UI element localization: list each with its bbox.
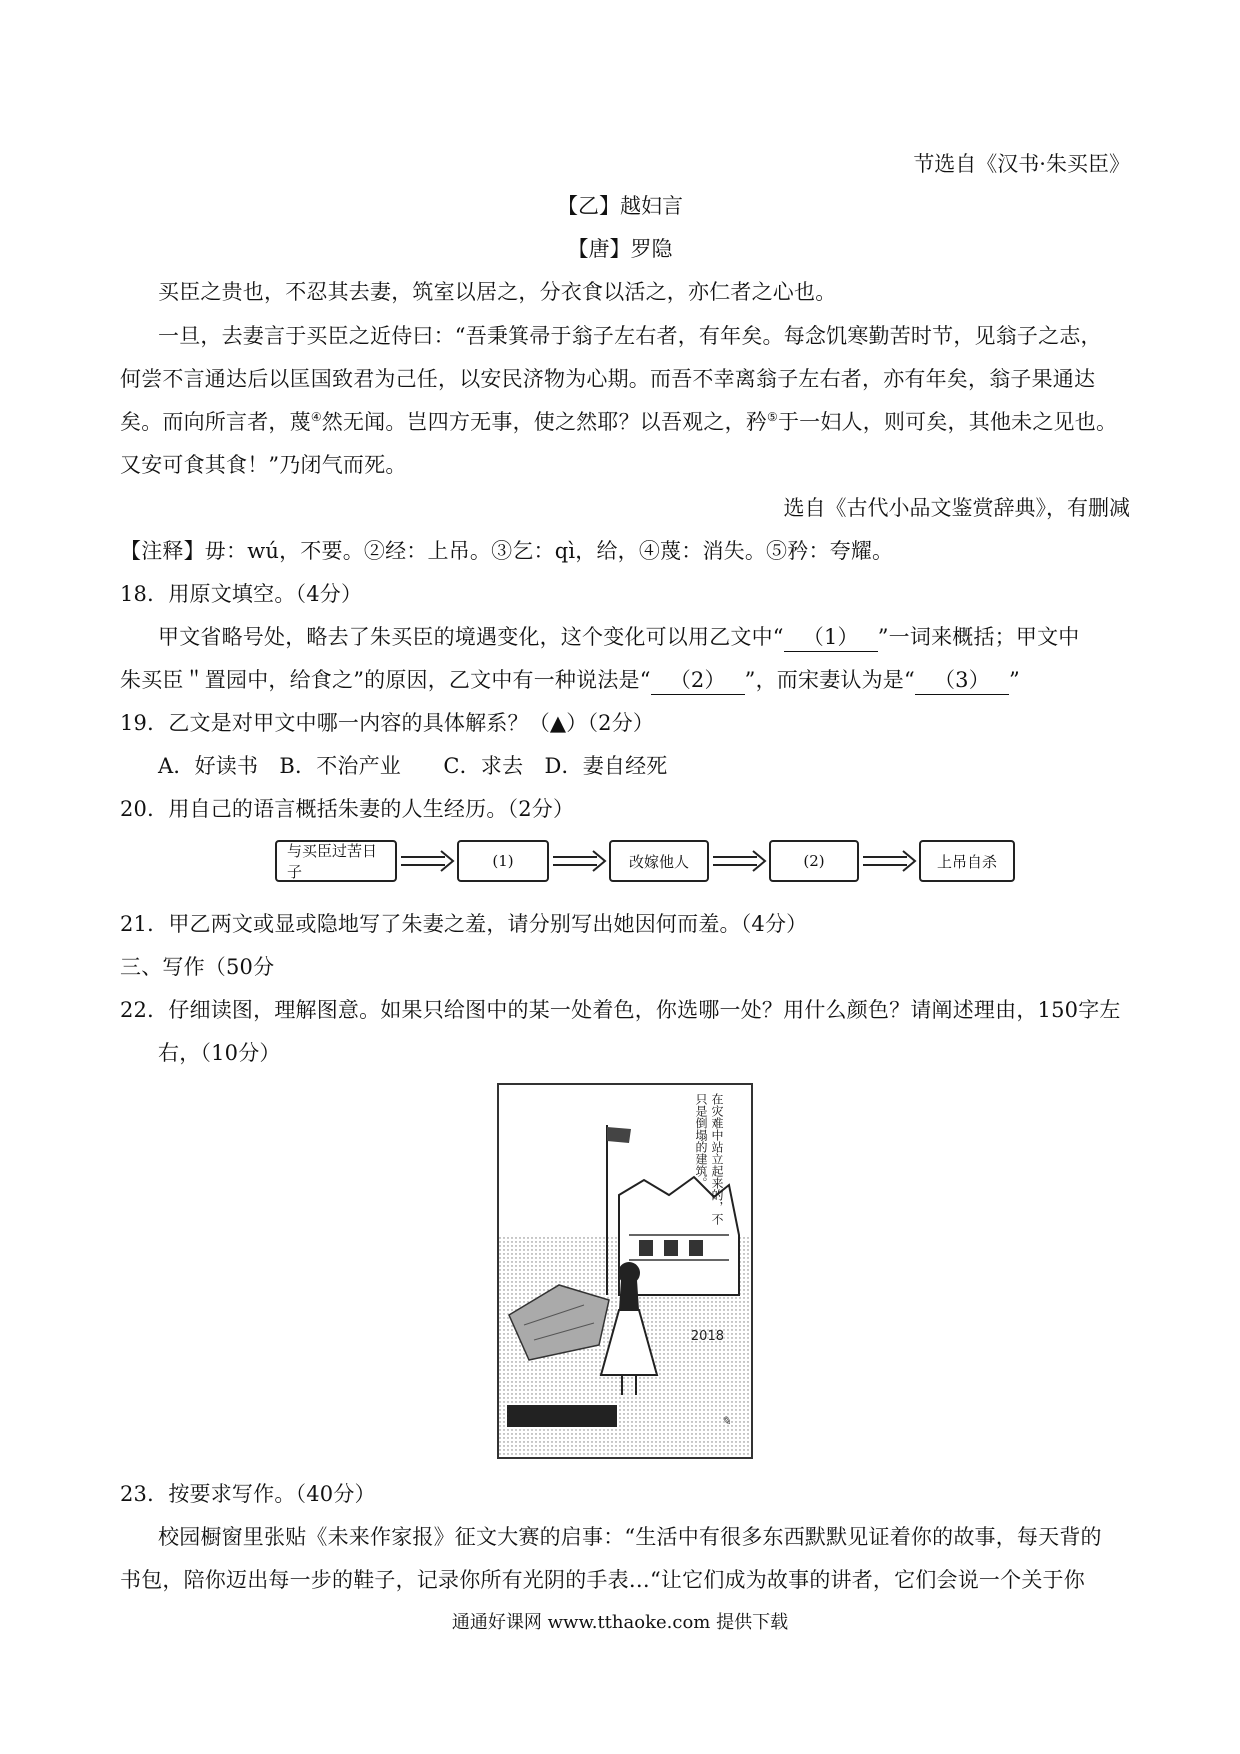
double-arrow-icon [859,838,919,884]
passage-yi-paragraph-1: 买臣之贵也，不忍其去妻，筑室以居之，分衣食以活之，亦仁者之心也。 [158,280,837,304]
question-20: 20．用自己的语言概括朱妻的人生经历。（2分） [120,797,575,821]
passage-yi-title: 【乙】越妇言 [557,194,683,218]
text-segment: ” [1008,668,1020,692]
text-segment: 于一妇人，则可矣，其他未之见也。 [777,410,1118,434]
footnote-marker: ⑤ [766,410,778,424]
double-arrow-icon [709,838,769,884]
source-citation-a: 节选自《汉书·朱买臣》 [913,152,1130,176]
flow-step-2: (1) [457,840,549,882]
passage-yi-paragraph-2-line-3 [120,406,1130,436]
cartoon-illustration [497,1083,753,1459]
life-flow-diagram [275,838,1015,884]
text-segment: ”，而宋妻认为是“ [744,668,915,692]
question-18-line-1 [158,621,1168,652]
text-segment: 朱买臣＂置园中，给食之”的原因，乙文中有一种说法是“ [120,668,651,692]
question-22-line-2: 右，（10分） [158,1041,281,1065]
footnote-marker: ④ [310,410,322,424]
question-23-line-1: 校园橱窗里张贴《未来作家报》征文大赛的启事：“生活中有很多东西默默见证着你的故事，每天背的 [158,1525,1102,1549]
flow-step-5: 上吊自杀 [919,840,1015,882]
illustration-year: 2018 [690,1329,724,1344]
passage-yi-author: 【唐】罗隐 [567,237,673,261]
answer-blank-3[interactable]: （3） [915,664,1009,695]
double-arrow-icon [549,838,609,884]
question-23-line-2: 书包，陪你迈出每一步的鞋子，记录你所有光阴的手表…“让它们成为故事的讲者，它们会说一个关于你 [120,1568,1085,1592]
flow-step-3: 改嫁他人 [609,840,709,882]
flow-step-1: 与买臣过苦日子 [275,840,397,882]
flow-step-4: (2) [769,840,859,882]
illustration-caption: 在灾难中站立起来的，不只是倒塌的建筑。 [694,1093,724,1225]
text-segment: 甲文省略号处，略去了朱买臣的境遇变化，这个变化可以用乙文中“ [158,625,784,649]
question-22-line-1: 22．仔细读图，理解图意。如果只给图中的某一处着色，你选哪一处？用什么颜色？请阐述理由，150字左 [120,998,1121,1022]
question-23: 23．按要求写作。（40分） [120,1482,376,1506]
text-segment: ”一词来概括；甲文中 [877,625,1080,649]
double-arrow-icon [397,838,457,884]
passage-yi-paragraph-2-line-1: 一旦，去妻言于买臣之近侍曰：“吾秉箕帚于翁子左右者，有年矣。每念饥寒勤苦时节，见翁子之志， [158,324,1102,348]
source-citation-b: 选自《古代小品文鉴赏辞典》，有删减 [783,496,1130,520]
illustration-signature: ✎ [720,1414,731,1428]
answer-blank-1[interactable]: （1） [784,621,878,652]
page-footer: 通通好课网 www.tthaoke.com 提供下载 [451,1612,789,1633]
answer-blank-2[interactable]: （2） [651,664,745,695]
section-3-heading: 三、写作（50分 [120,955,275,979]
question-18: 18．用原文填空。（4分） [120,582,363,606]
passage-yi-paragraph-2-line-2: 何尝不言通达后以匡国致君为己任，以安民济物为心期。而吾不幸离翁子左右者，亦有年矣，翁子果通达 [120,367,1096,391]
question-19: 19．乙文是对甲文中哪一内容的具体解系？（▲）（2分） [120,711,655,735]
annotation-notes: 【注释】毋：wú，不要。②经：上吊。③乞：qì，给，④蔑：消失。⑤矜：夸耀。 [120,539,894,563]
question-21: 21．甲乙两文或显或隐地写了朱妻之羞，请分别写出她因何而羞。（4分） [120,912,808,936]
text-segment: 然无闻。岂四方无事，使之然耶？以吾观之，矜 [321,410,767,434]
question-19-options: A．好读书 B．不治产业 C．求去 D．妻自经死 [158,754,668,778]
text-segment: 矣。而向所言者，蔑 [120,410,311,434]
question-18-line-2 [120,664,1130,695]
passage-yi-paragraph-2-line-4: 又安可食其食！”乃闭气而死。 [120,453,407,477]
